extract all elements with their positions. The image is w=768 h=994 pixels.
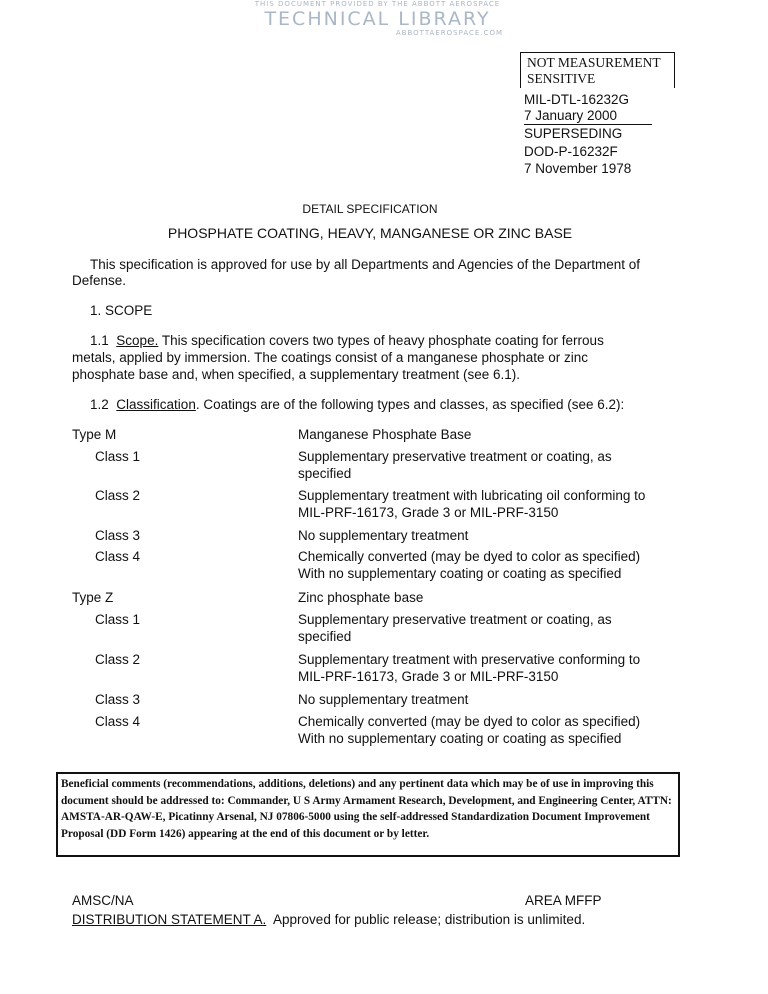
approval-line1: This specification is approved for use by all Departments and Agencies of the Department of (90, 257, 641, 272)
classification-label: Classification (116, 397, 196, 412)
class-desc: Supplementary treatment with preservative conforming to MIL-PRF-16173, Grade 3 or MIL-PRF-3150 (298, 652, 641, 684)
comments-box: Beneficial comments (recommendations, additions, deletions) and any pertinent data which may be of use in improving this document should be addressed to: Commander, U S Army Armament Research, Development, and Engineering Center, ATTN: AMSTA-AR-QAW-E, Picatinny Arsenal, NJ 07806-5000 using the self-addressed Standardization Document Improvement Proposal (DD Form 1426) appearing at the end of this document or by letter. (56, 772, 680, 857)
distribution-text: Approved for public release; distribution is unlimited. (266, 912, 586, 927)
scope-heading: 1. SCOPE (90, 303, 153, 318)
class-desc: Supplementary treatment with lubricating oil conforming to MIL-PRF-16173, Grade 3 or MIL-PRF-3150 (298, 488, 646, 520)
type-label: Type Z (72, 590, 114, 605)
class-desc: No supplementary treatment (298, 692, 469, 707)
classification-text: . Coatings are of the following types and classes, as specified (see 6.2): (195, 397, 625, 412)
old-doc-date: 7 November 1978 (524, 161, 632, 176)
doc-date: 7 January 2000 (524, 108, 652, 125)
watermark-line1: THIS DOCUMENT PROVIDED BY THE ABBOTT AEROSPACE (254, 0, 501, 8)
class-desc: Chemically converted (may be dyed to color as specified) With no supplementary coating or coating as specified (298, 714, 641, 746)
class-label: Class 1 (95, 449, 141, 464)
class-label: Class 4 (95, 714, 141, 729)
scope-para-line2: metals, applied by immersion. The coatings consist of a manganese phosphate or zinc (72, 350, 589, 365)
amsc: AMSC/NA (72, 893, 134, 908)
approval-line2: Defense. (72, 273, 127, 288)
watermark (240, 0, 515, 42)
classification-para (90, 396, 624, 413)
class-label: Class 2 (95, 652, 141, 667)
spec-type: DETAIL SPECIFICATION (302, 202, 438, 216)
type-desc: Zinc phosphate base (298, 590, 424, 605)
class-desc: Supplementary preservative treatment or coating, as specified (298, 612, 612, 644)
page-title: PHOSPHATE COATING, HEAVY, MANGANESE OR ZINC BASE (167, 225, 573, 241)
type-label: Type M (72, 427, 117, 442)
distribution-statement (72, 911, 585, 928)
sensitivity-box: NOT MEASUREMENT SENSITIVE (520, 52, 675, 88)
doc-id: MIL-DTL-16232G (524, 92, 630, 107)
scope-label: Scope. (116, 333, 159, 348)
class-label: Class 4 (95, 549, 141, 564)
type-desc: Manganese Phosphate Base (298, 427, 472, 442)
area: AREA MFFP (525, 893, 602, 908)
class-desc: Chemically converted (may be dyed to color as specified) With no supplementary coating or coating as specified (298, 549, 641, 581)
class-desc: Supplementary preservative treatment or coating, as specified (298, 449, 612, 481)
class-label: Class 2 (95, 488, 141, 503)
class-label: Class 3 (95, 528, 141, 543)
class-label: Class 1 (95, 612, 141, 627)
old-doc-id: DOD-P-16232F (524, 144, 618, 159)
distribution-label: DISTRIBUTION STATEMENT A. (72, 912, 267, 927)
scope-para-line1 (90, 332, 604, 349)
scope-para-line3: phosphate base and, when specified, a supplementary treatment (see 6.1). (72, 367, 521, 382)
section-number: 1.2 (90, 397, 109, 412)
scope-text: This specification covers two types of heavy phosphate coating for ferrous (158, 333, 604, 348)
watermark-line2: TECHNICAL LIBRARY (264, 8, 491, 30)
class-desc: No supplementary treatment (298, 528, 469, 543)
section-number: 1.1 (90, 333, 109, 348)
superseding-label: SUPERSEDING (524, 126, 623, 141)
class-label: Class 3 (95, 692, 141, 707)
watermark-line3: ABBOTTAEROSPACE.COM (395, 29, 503, 37)
